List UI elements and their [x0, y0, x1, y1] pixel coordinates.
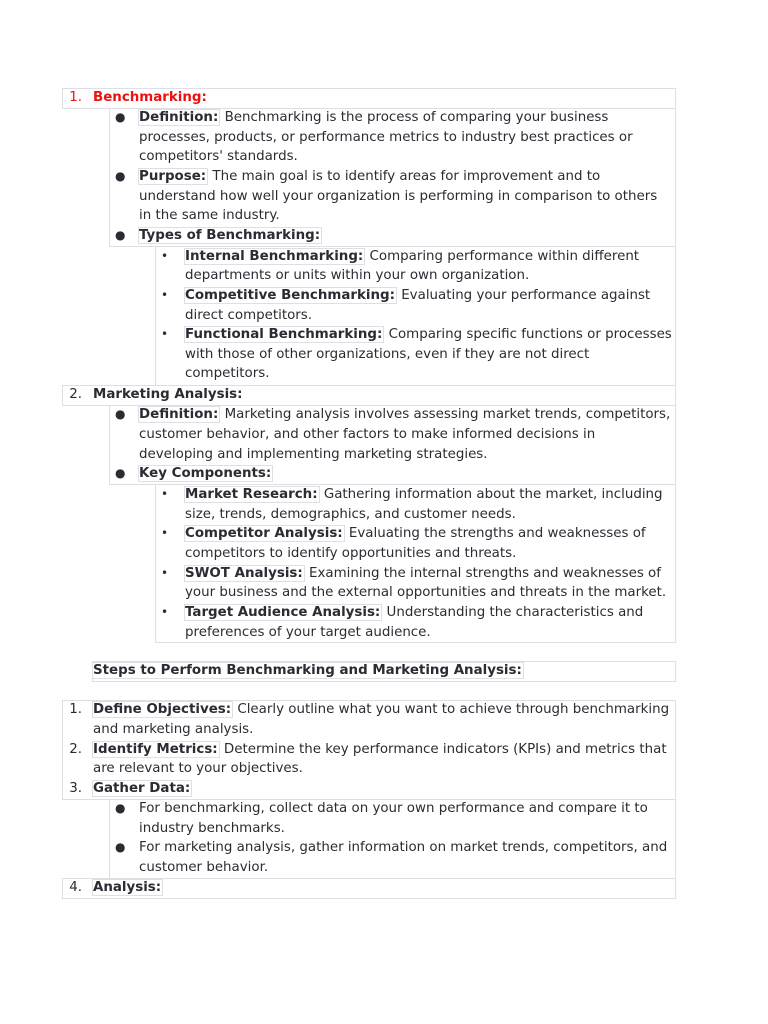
competitor-analysis: Competitor Analysis: Evaluating the strengths and weaknesses of	[185, 526, 646, 541]
market-research-cont: size, trends, demographics, and customer needs.	[185, 507, 516, 522]
bullet-icon: •	[161, 566, 169, 580]
swot-analysis: SWOT Analysis: Examining the internal strengths and weaknesses of	[185, 566, 661, 581]
functional-benchmarking: Functional Benchmarking: Comparing specific functions or processes	[185, 327, 672, 342]
definition-line-3: competitors' standards.	[139, 149, 298, 164]
bullet-icon: •	[161, 327, 169, 341]
bullet-icon: ●	[115, 840, 126, 854]
section-1-number: 1.	[69, 90, 82, 105]
step-2-number: 2.	[69, 742, 82, 757]
marketing-definition-line-2: customer behavior, and other factors to make informed decisions in	[139, 427, 596, 442]
bullet-icon: ●	[115, 801, 126, 815]
bullet-icon: •	[161, 605, 169, 619]
bullet-icon: •	[161, 249, 169, 263]
steps-heading: Steps to Perform Benchmarking and Marketing Analysis:	[93, 663, 522, 678]
step-identify-metrics-cont: are relevant to your objectives.	[93, 761, 303, 776]
bullet-icon: ●	[115, 466, 126, 480]
bullet-icon: •	[161, 288, 169, 302]
step-define-objectives: Define Objectives: Clearly outline what you want to achieve through benchmarking	[93, 702, 670, 717]
step-analysis: Analysis:	[93, 880, 162, 895]
step-define-objectives-cont: and marketing analysis.	[93, 722, 254, 737]
functional-benchmarking-cont: with those of other organizations, even if they are not direct	[185, 347, 590, 362]
bullet-icon: ●	[115, 228, 126, 242]
competitive-benchmarking-cont: direct competitors.	[185, 308, 313, 323]
section-1-title: Benchmarking:	[93, 90, 207, 105]
bullet-icon: ●	[115, 407, 126, 421]
step-3-number: 3.	[69, 781, 82, 796]
step-identify-metrics: Identify Metrics: Determine the key performance indicators (KPIs) and metrics that	[93, 742, 667, 757]
target-audience-analysis: Target Audience Analysis: Understanding the characteristics and	[185, 605, 644, 620]
gather-marketing-cont: customer behavior.	[139, 860, 269, 875]
bullet-icon: ●	[115, 110, 126, 124]
gather-benchmarking-cont: industry benchmarks.	[139, 821, 285, 836]
functional-benchmarking-cont2: competitors.	[185, 366, 270, 381]
purpose-line-1: Purpose: The main goal is to identify areas for improvement and to	[139, 169, 601, 184]
gather-benchmarking: For benchmarking, collect data on your own performance and compare it to	[139, 801, 648, 816]
swot-analysis-cont: your business and the external opportunities and threats in the market.	[185, 585, 667, 600]
step-1-number: 1.	[69, 702, 82, 717]
step-4-number: 4.	[69, 880, 82, 895]
market-research: Market Research: Gathering information about the market, including	[185, 487, 663, 502]
types-heading: Types of Benchmarking:	[139, 228, 321, 243]
section-2-number: 2.	[69, 387, 82, 402]
step-gather-data: Gather Data:	[93, 781, 191, 796]
marketing-definition-line-3: developing and implementing marketing strategies.	[139, 447, 488, 462]
marketing-definition-line-1: Definition: Marketing analysis involves assessing market trends, competitors,	[139, 407, 671, 422]
internal-benchmarking-cont: departments or units within your own organization.	[185, 268, 530, 283]
competitive-benchmarking: Competitive Benchmarking: Evaluating your performance against	[185, 288, 651, 303]
bullet-icon: ●	[115, 169, 126, 183]
bullet-icon: •	[161, 526, 169, 540]
definition-line-2: processes, products, or performance metrics to industry best practices or	[139, 130, 633, 145]
purpose-line-3: in the same industry.	[139, 208, 280, 223]
competitor-analysis-cont: competitors to identify opportunities and threats.	[185, 546, 517, 561]
section-2-title: Marketing Analysis:	[93, 387, 243, 402]
internal-benchmarking: Internal Benchmarking: Comparing performance within different	[185, 249, 640, 264]
gather-marketing: For marketing analysis, gather information on market trends, competitors, and	[139, 840, 668, 855]
bullet-icon: •	[161, 487, 169, 501]
definition-line-1: Definition: Benchmarking is the process of comparing your business	[139, 110, 609, 125]
target-audience-analysis-cont: preferences of your target audience.	[185, 625, 431, 640]
key-components-heading: Key Components:	[139, 466, 272, 481]
purpose-line-2: understand how well your organization is performing in comparison to others	[139, 189, 658, 204]
